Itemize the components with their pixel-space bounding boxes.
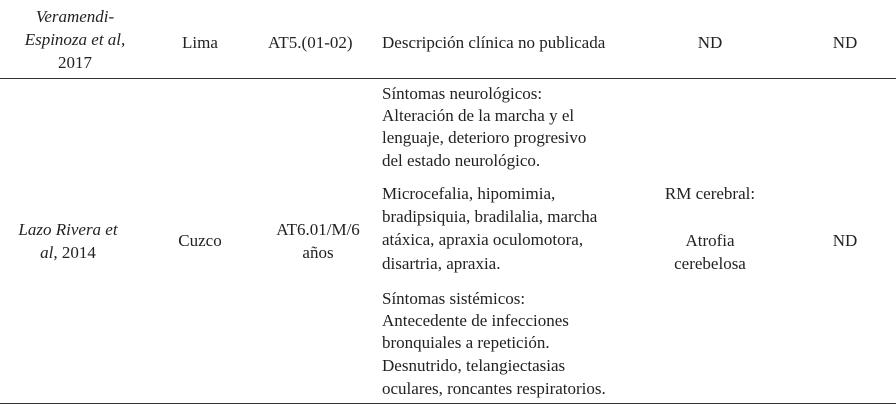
description-cell: Descripción clínica no publicada: [382, 33, 606, 52]
description-line: atáxica, apraxia oculomotora,: [382, 230, 584, 249]
imaging-cell: ND: [697, 33, 723, 52]
genotype-cell: años: [302, 243, 334, 262]
year-cell: 2017: [58, 53, 92, 72]
description-line: lenguaje, deterioro progresivo: [382, 128, 587, 147]
author-cell: Veramendi-: [35, 7, 115, 26]
description-line: oculares, roncantes respiratorios.: [382, 379, 606, 398]
description-line: bronquiales a repetición.: [382, 333, 550, 352]
description-line: Desnutrido, telangiectasias: [382, 356, 566, 375]
author-cell: Espinoza et al,: [24, 30, 126, 49]
place-cell: Lima: [182, 33, 218, 52]
other-cell: ND: [832, 231, 858, 250]
description-line: del estado neurológico.: [382, 151, 541, 170]
table-bottom-rule: [0, 403, 896, 404]
other-cell: ND: [832, 33, 858, 52]
place-cell: Cuzco: [178, 231, 222, 250]
author-cell: Lazo Rivera et: [18, 220, 118, 239]
imaging-cell: RM cerebral:: [664, 184, 756, 203]
row-divider: [0, 78, 896, 79]
imaging-cell: Atrofia: [685, 231, 735, 250]
imaging-cell: cerebelosa: [674, 254, 746, 273]
author-cell: [0, 241, 136, 264]
genotype-cell: AT5.(01-02): [268, 33, 353, 52]
description-line: Antecedente de infecciones: [382, 311, 569, 330]
author-et-al: al,: [40, 243, 58, 262]
year-cell: 2014: [61, 243, 96, 262]
description-line: bradipsiquia, bradilalia, marcha: [382, 207, 598, 226]
description-line: Microcefalia, hipomimia,: [382, 184, 556, 203]
description-line: Síntomas sistémicos:: [382, 289, 526, 308]
genotype-cell: AT6.01/M/6: [276, 220, 360, 239]
description-line: disartria, apraxia.: [382, 254, 501, 273]
description-line: Síntomas neurológicos:: [382, 84, 543, 103]
description-line: Alteración de la marcha y el: [382, 106, 575, 125]
